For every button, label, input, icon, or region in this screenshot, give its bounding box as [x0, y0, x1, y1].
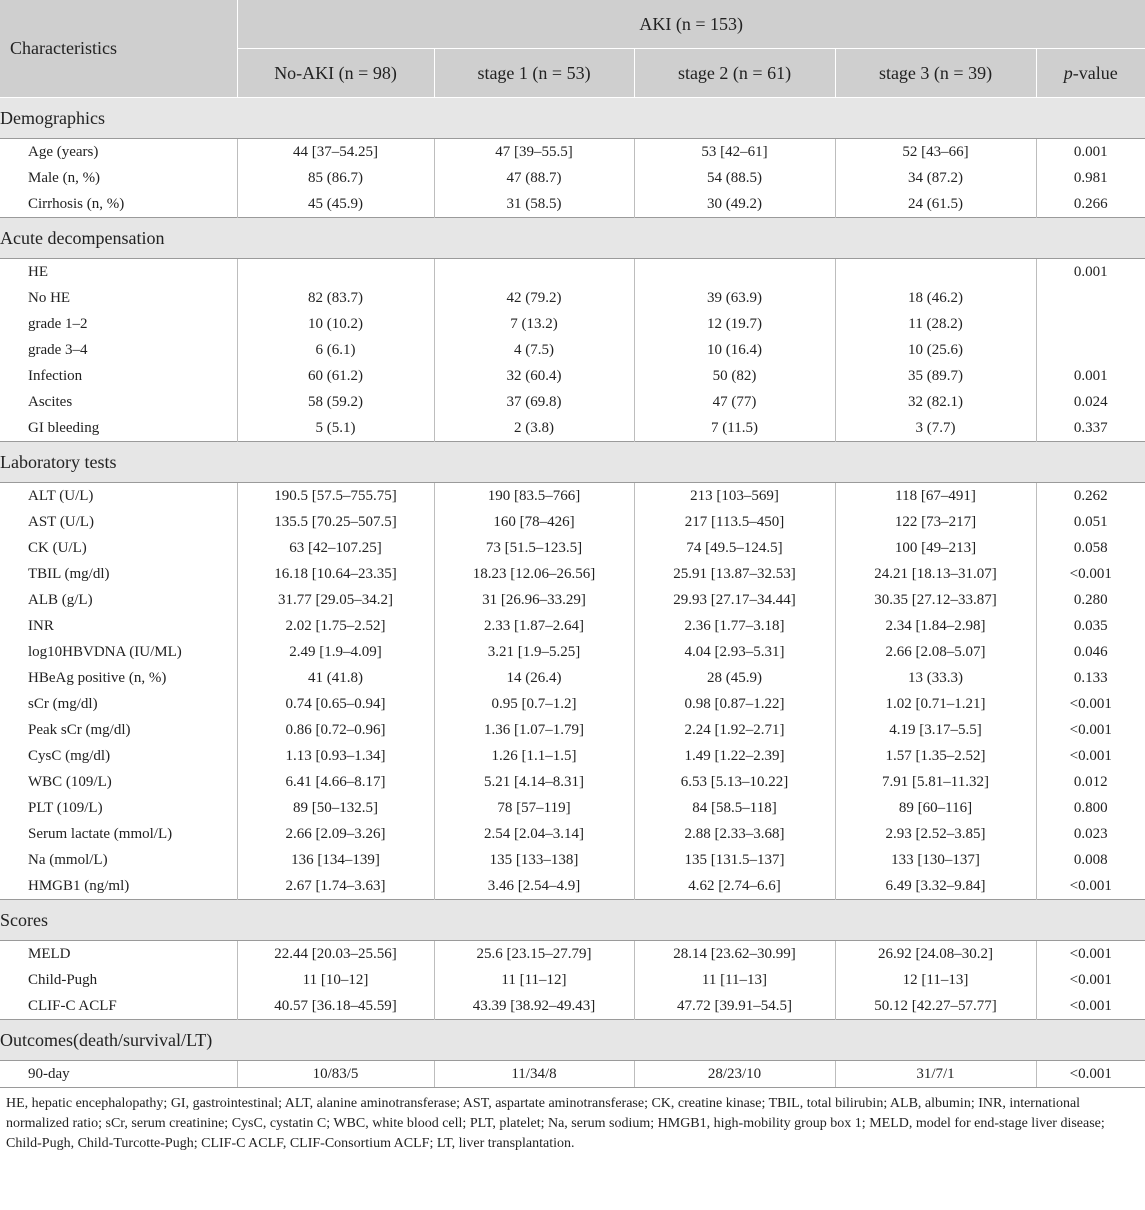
value-cell: 44 [37–54.25]	[293, 144, 378, 160]
value-column	[434, 1061, 634, 1088]
value-cell: 3.46 [2.54–4.9]	[487, 878, 581, 894]
value-cell: 2.24 [1.92–2.71]	[684, 722, 785, 738]
value-cell: 4 (7.5)	[514, 342, 554, 358]
value-cell: 14 (26.4)	[506, 670, 562, 686]
row-label: ALB (g/L)	[28, 592, 93, 608]
label-column	[0, 139, 237, 218]
value-cell: 53 [42–61]	[701, 144, 768, 160]
value-cell: 2.36 [1.77–3.18]	[684, 618, 785, 634]
row-label: CLIF-C ACLF	[28, 998, 117, 1014]
p-value-cell: <0.001	[1069, 722, 1112, 738]
value-cell: 35 (89.7)	[908, 368, 963, 384]
value-cell: 5.21 [4.14–8.31]	[484, 774, 584, 790]
value-cell: 6.49 [3.32–9.84]	[885, 878, 986, 894]
value-cell: 11 (28.2)	[908, 316, 963, 332]
value-cell: 1.02 [0.71–1.21]	[885, 696, 986, 712]
value-cell: 190.5 [57.5–755.75]	[274, 488, 397, 504]
value-cell: 10/83/5	[312, 1066, 359, 1082]
row-label: ALT (U/L)	[28, 488, 94, 504]
row-label: MELD	[28, 946, 71, 962]
value-cell: 2.67 [1.74–3.63]	[285, 878, 386, 894]
value-cell: 58 (59.2)	[308, 394, 363, 410]
value-cell: 25.91 [13.87–32.53]	[673, 566, 796, 582]
section-data-group	[0, 941, 1145, 1020]
value-cell: 29.93 [27.17–34.44]	[673, 592, 796, 608]
p-value-cell: 0.046	[1073, 644, 1108, 660]
value-cell: 160 [78–426]	[493, 514, 575, 530]
row-label: Na (mmol/L)	[28, 852, 108, 868]
value-cell: 11/34/8	[511, 1066, 557, 1082]
row-label: Age (years)	[28, 144, 99, 160]
row-label: Serum lactate (mmol/L)	[28, 826, 173, 842]
value-cell: 2.34 [1.84–2.98]	[885, 618, 986, 634]
value-column	[237, 483, 434, 900]
characteristics-header: Characteristics	[0, 0, 237, 98]
value-cell: 2.66 [2.09–3.26]	[285, 826, 386, 842]
p-value-cell	[1037, 311, 1145, 337]
value-cell: 135 [131.5–137]	[684, 852, 785, 868]
row-label: log10HBVDNA (IU/ML)	[28, 644, 182, 660]
p-value-cell: 0.266	[1073, 196, 1108, 212]
section-header-row	[0, 900, 1145, 941]
p-value-cell: <0.001	[1069, 696, 1112, 712]
value-column	[634, 483, 835, 900]
value-cell: 2.88 [2.33–3.68]	[684, 826, 785, 842]
section-header-row	[0, 218, 1145, 259]
value-cell: 1.57 [1.35–2.52]	[885, 748, 986, 764]
row-label: Child-Pugh	[28, 972, 98, 988]
p-value-cell: 0.262	[1073, 488, 1108, 504]
p-value-cell: <0.001	[1069, 878, 1112, 894]
value-cell: 1.49 [1.22–2.39]	[684, 748, 785, 764]
section-data-group	[0, 139, 1145, 218]
row-label: AST (U/L)	[28, 514, 94, 530]
p-value-cell: <0.001	[1069, 946, 1112, 962]
value-cell: 74 [49.5–124.5]	[686, 540, 783, 556]
value-cell: 7.91 [5.81–11.32]	[882, 774, 989, 790]
value-cell: 6.41 [4.66–8.17]	[285, 774, 386, 790]
value-cell: 22.44 [20.03–25.56]	[274, 946, 397, 962]
row-label: WBC (109/L)	[28, 774, 112, 790]
value-cell: 10 (16.4)	[707, 342, 762, 358]
value-column	[835, 483, 1036, 900]
header-row-1	[0, 0, 1145, 49]
value-cell: 82 (83.7)	[308, 290, 363, 306]
value-cell	[238, 259, 434, 285]
value-cell: 89 [50–132.5]	[293, 800, 378, 816]
section-data-group	[0, 1061, 1145, 1088]
value-cell: 84 [58.5–118]	[692, 800, 777, 816]
value-cell: 31/7/1	[916, 1066, 955, 1082]
value-cell: 3.21 [1.9–5.25]	[487, 644, 581, 660]
footnote: HE, hepatic encephalopathy; GI, gastrointestinal; ALT, alanine aminotransferase; AST, aspartate aminotransferase; CK, creatine kinase; TBIL, total bilirubin; ALB, albumin; INR, international normalized ratio; sCr, serum creatinine; CysC, cystatin C; WBC, white blood cell; PLT, platelet; Na, serum sodium; HMGB1, high-mobility group box 1; MELD, model for end-stage liver disease; Child-Pugh, Child-Turcotte-Pugh; CLIF-C ACLF, CLIF-Consortium ACLF; LT, liver transplantation.	[0, 1087, 1145, 1154]
row-label: grade 1–2	[28, 316, 88, 332]
row-label: Male (n, %)	[28, 170, 101, 186]
section-title: Scores	[0, 900, 1145, 941]
value-cell: 0.74 [0.65–0.94]	[285, 696, 386, 712]
row-label: HBeAg positive (n, %)	[28, 670, 167, 686]
value-cell: 32 (82.1)	[908, 394, 963, 410]
value-cell: 32 (60.4)	[506, 368, 562, 384]
value-cell	[435, 259, 634, 285]
value-cell: 50.12 [42.27–57.77]	[874, 998, 997, 1014]
value-cell: 42 (79.2)	[506, 290, 562, 306]
p-value-column	[1036, 259, 1145, 442]
value-cell: 11 [11–12]	[501, 972, 567, 988]
value-cell: 5 (5.1)	[315, 420, 356, 436]
p-value-cell: <0.001	[1069, 1066, 1112, 1082]
value-cell: 133 [130–137]	[891, 852, 980, 868]
value-cell: 47 [39–55.5]	[495, 144, 573, 160]
value-column	[634, 259, 835, 442]
value-cell: 63 [42–107.25]	[289, 540, 382, 556]
value-cell	[836, 259, 1036, 285]
p-italic: p	[1063, 62, 1073, 83]
value-cell: 41 (41.8)	[308, 670, 363, 686]
value-cell: 100 [49–213]	[894, 540, 977, 556]
row-label: No HE	[28, 290, 71, 306]
p-value-cell: 0.981	[1073, 170, 1108, 186]
table-body	[0, 98, 1145, 1088]
value-cell: 2.33 [1.87–2.64]	[484, 618, 584, 634]
value-cell: 10 (25.6)	[908, 342, 963, 358]
value-cell: 7 (13.2)	[510, 316, 558, 332]
value-cell: 18 (46.2)	[908, 290, 963, 306]
p-value-cell: 0.051	[1073, 514, 1108, 530]
value-cell: 26.92 [24.08–30.2]	[878, 946, 993, 962]
value-column	[434, 483, 634, 900]
row-label: sCr (mg/dl)	[28, 696, 98, 712]
value-cell: 118 [67–491]	[895, 488, 976, 504]
value-column	[634, 1061, 835, 1088]
value-cell: 2.49 [1.9–4.09]	[289, 644, 382, 660]
p-value-cell	[1037, 337, 1145, 363]
section-data-group	[0, 483, 1145, 900]
value-cell	[635, 259, 835, 285]
value-cell: 52 [43–66]	[902, 144, 969, 160]
value-cell: 11 [11–13]	[701, 972, 768, 988]
value-column	[237, 139, 434, 218]
row-label: HMGB1 (ng/ml)	[28, 878, 130, 894]
aki-group-header: AKI (n = 153)	[237, 0, 1145, 49]
value-column	[835, 139, 1036, 218]
value-cell: 2.02 [1.75–2.52]	[285, 618, 386, 634]
value-cell: 1.36 [1.07–1.79]	[484, 722, 584, 738]
p-value-column	[1036, 139, 1145, 218]
value-cell: 34 (87.2)	[908, 170, 963, 186]
value-cell: 85 (86.7)	[308, 170, 363, 186]
p-value-column	[1036, 483, 1145, 900]
value-cell: 217 [113.5–450]	[684, 514, 785, 530]
value-cell: 50 (82)	[712, 368, 757, 384]
value-cell: 31 (58.5)	[506, 196, 562, 212]
value-cell: 1.26 [1.1–1.5]	[491, 748, 577, 764]
row-label: Ascites	[28, 394, 73, 410]
value-cell: 73 [51.5–123.5]	[485, 540, 583, 556]
p-value-cell: 0.337	[1073, 420, 1108, 436]
label-column	[0, 1061, 237, 1088]
value-cell: 213 [103–569]	[690, 488, 779, 504]
value-cell: 12 (19.7)	[707, 316, 762, 332]
value-cell: 4.04 [2.93–5.31]	[684, 644, 785, 660]
value-column	[835, 941, 1036, 1020]
value-cell: 18.23 [12.06–26.56]	[472, 566, 596, 582]
p-value-column	[1036, 941, 1145, 1020]
value-column	[434, 259, 634, 442]
row-label: Cirrhosis (n, %)	[28, 196, 125, 212]
p-value-cell: 0.001	[1073, 368, 1108, 384]
value-cell: 40.57 [36.18–45.59]	[274, 998, 397, 1014]
value-cell: 25.6 [23.15–27.79]	[476, 946, 592, 962]
value-cell: 28/23/10	[707, 1066, 762, 1082]
p-value-cell: 0.024	[1073, 394, 1108, 410]
value-cell: 37 (69.8)	[506, 394, 562, 410]
row-label: CK (U/L)	[28, 540, 87, 556]
p-value-cell: <0.001	[1069, 748, 1112, 764]
section-title: Acute decompensation	[0, 218, 1145, 259]
p-value-cell: 0.001	[1073, 144, 1108, 160]
value-cell: 7 (11.5)	[711, 420, 758, 436]
value-cell: 24.21 [18.13–31.07]	[874, 566, 997, 582]
section-header-row	[0, 98, 1145, 139]
value-column	[237, 1061, 434, 1088]
row-label: grade 3–4	[28, 342, 88, 358]
col-header-stage-2: stage 2 (n = 61)	[634, 49, 835, 98]
p-value-cell: <0.001	[1069, 998, 1112, 1014]
p-value-cell: 0.012	[1073, 774, 1108, 790]
value-cell: 2.93 [2.52–3.85]	[885, 826, 986, 842]
p-value-cell: 0.280	[1073, 592, 1108, 608]
value-cell: 43.39 [38.92–49.43]	[472, 998, 596, 1014]
p-value-cell: 0.001	[1073, 264, 1108, 280]
p-value-cell: 0.008	[1073, 852, 1108, 868]
section-title: Outcomes(death/survival/LT)	[0, 1020, 1145, 1061]
value-cell: 31 [26.96–33.29]	[482, 592, 586, 608]
col-header-stage-3: stage 3 (n = 39)	[835, 49, 1036, 98]
value-cell: 11 [10–12]	[302, 972, 369, 988]
row-label: INR	[28, 618, 54, 634]
value-cell: 2.66 [2.08–5.07]	[885, 644, 986, 660]
value-column	[237, 259, 434, 442]
value-column	[237, 941, 434, 1020]
value-cell: 30 (49.2)	[707, 196, 762, 212]
label-column	[0, 259, 237, 442]
row-label: TBIL (mg/dl)	[28, 566, 110, 582]
p-value-cell: <0.001	[1069, 972, 1112, 988]
value-cell: 0.98 [0.87–1.22]	[684, 696, 785, 712]
value-cell: 10 (10.2)	[308, 316, 363, 332]
value-cell: 1.13 [0.93–1.34]	[285, 748, 386, 764]
label-column	[0, 941, 237, 1020]
value-column	[634, 941, 835, 1020]
section-header-row	[0, 1020, 1145, 1061]
row-label: CysC (mg/dl)	[28, 748, 111, 764]
value-cell: 135.5 [70.25–507.5]	[274, 514, 397, 530]
value-cell: 0.86 [0.72–0.96]	[285, 722, 386, 738]
value-cell: 89 [60–116]	[898, 800, 973, 816]
value-cell: 0.95 [0.7–1.2]	[491, 696, 577, 712]
value-cell: 78 [57–119]	[497, 800, 571, 816]
value-column	[835, 1061, 1036, 1088]
value-column	[434, 941, 634, 1020]
value-cell: 60 (61.2)	[308, 368, 363, 384]
value-cell: 30.35 [27.12–33.87]	[874, 592, 997, 608]
p-value-cell: <0.001	[1069, 566, 1112, 582]
value-cell: 136 [134–139]	[291, 852, 380, 868]
p-value-cell: 0.800	[1073, 800, 1108, 816]
value-cell: 6 (6.1)	[315, 342, 356, 358]
col-header-p-value	[1036, 49, 1145, 98]
value-cell: 16.18 [10.64–23.35]	[274, 566, 397, 582]
value-column	[634, 139, 835, 218]
value-cell: 13 (33.3)	[908, 670, 963, 686]
p-value-cell: 0.058	[1073, 540, 1108, 556]
value-cell: 28 (45.9)	[707, 670, 762, 686]
col-header-no-aki: No-AKI (n = 98)	[237, 49, 434, 98]
row-label: HE	[28, 264, 48, 280]
value-cell: 4.62 [2.74–6.6]	[688, 878, 781, 894]
col-header-stage-1: stage 1 (n = 53)	[434, 49, 634, 98]
value-cell: 39 (63.9)	[707, 290, 762, 306]
section-data-group	[0, 259, 1145, 442]
row-label: Peak sCr (mg/dl)	[28, 722, 131, 738]
row-label: 90-day	[28, 1066, 70, 1082]
row-label: PLT (109/L)	[28, 800, 103, 816]
value-cell: 47 (88.7)	[506, 170, 562, 186]
p-value-cell	[1037, 285, 1145, 311]
value-cell: 190 [83.5–766]	[487, 488, 581, 504]
value-column	[434, 139, 634, 218]
value-cell: 54 (88.5)	[707, 170, 762, 186]
value-column	[835, 259, 1036, 442]
section-title: Demographics	[0, 98, 1145, 139]
row-label: GI bleeding	[28, 420, 100, 436]
p-value-cell: 0.023	[1073, 826, 1108, 842]
label-column	[0, 483, 237, 900]
p-value-cell: 0.035	[1073, 618, 1108, 634]
row-label: Infection	[28, 368, 83, 384]
value-cell: 24 (61.5)	[908, 196, 963, 212]
value-cell: 2 (3.8)	[514, 420, 554, 436]
value-cell: 12 [11–13]	[902, 972, 969, 988]
value-cell: 122 [73–217]	[894, 514, 977, 530]
section-title: Laboratory tests	[0, 442, 1145, 483]
value-cell: 47.72 [39.91–54.5]	[677, 998, 792, 1014]
p-value-cell: 0.133	[1073, 670, 1108, 686]
value-cell: 28.14 [23.62–30.99]	[673, 946, 796, 962]
value-cell: 6.53 [5.13–10.22]	[680, 774, 789, 790]
p-value-column	[1036, 1061, 1145, 1088]
value-cell: 45 (45.9)	[308, 196, 363, 212]
value-cell: 4.19 [3.17–5.5]	[889, 722, 982, 738]
value-cell: 31.77 [29.05–34.2]	[278, 592, 393, 608]
value-cell: 47 (77)	[712, 394, 757, 410]
p-value-suffix: -value	[1072, 62, 1118, 83]
value-cell: 135 [133–138]	[489, 852, 579, 868]
value-cell: 2.54 [2.04–3.14]	[484, 826, 584, 842]
value-cell: 3 (7.7)	[915, 420, 956, 436]
section-header-row	[0, 442, 1145, 483]
